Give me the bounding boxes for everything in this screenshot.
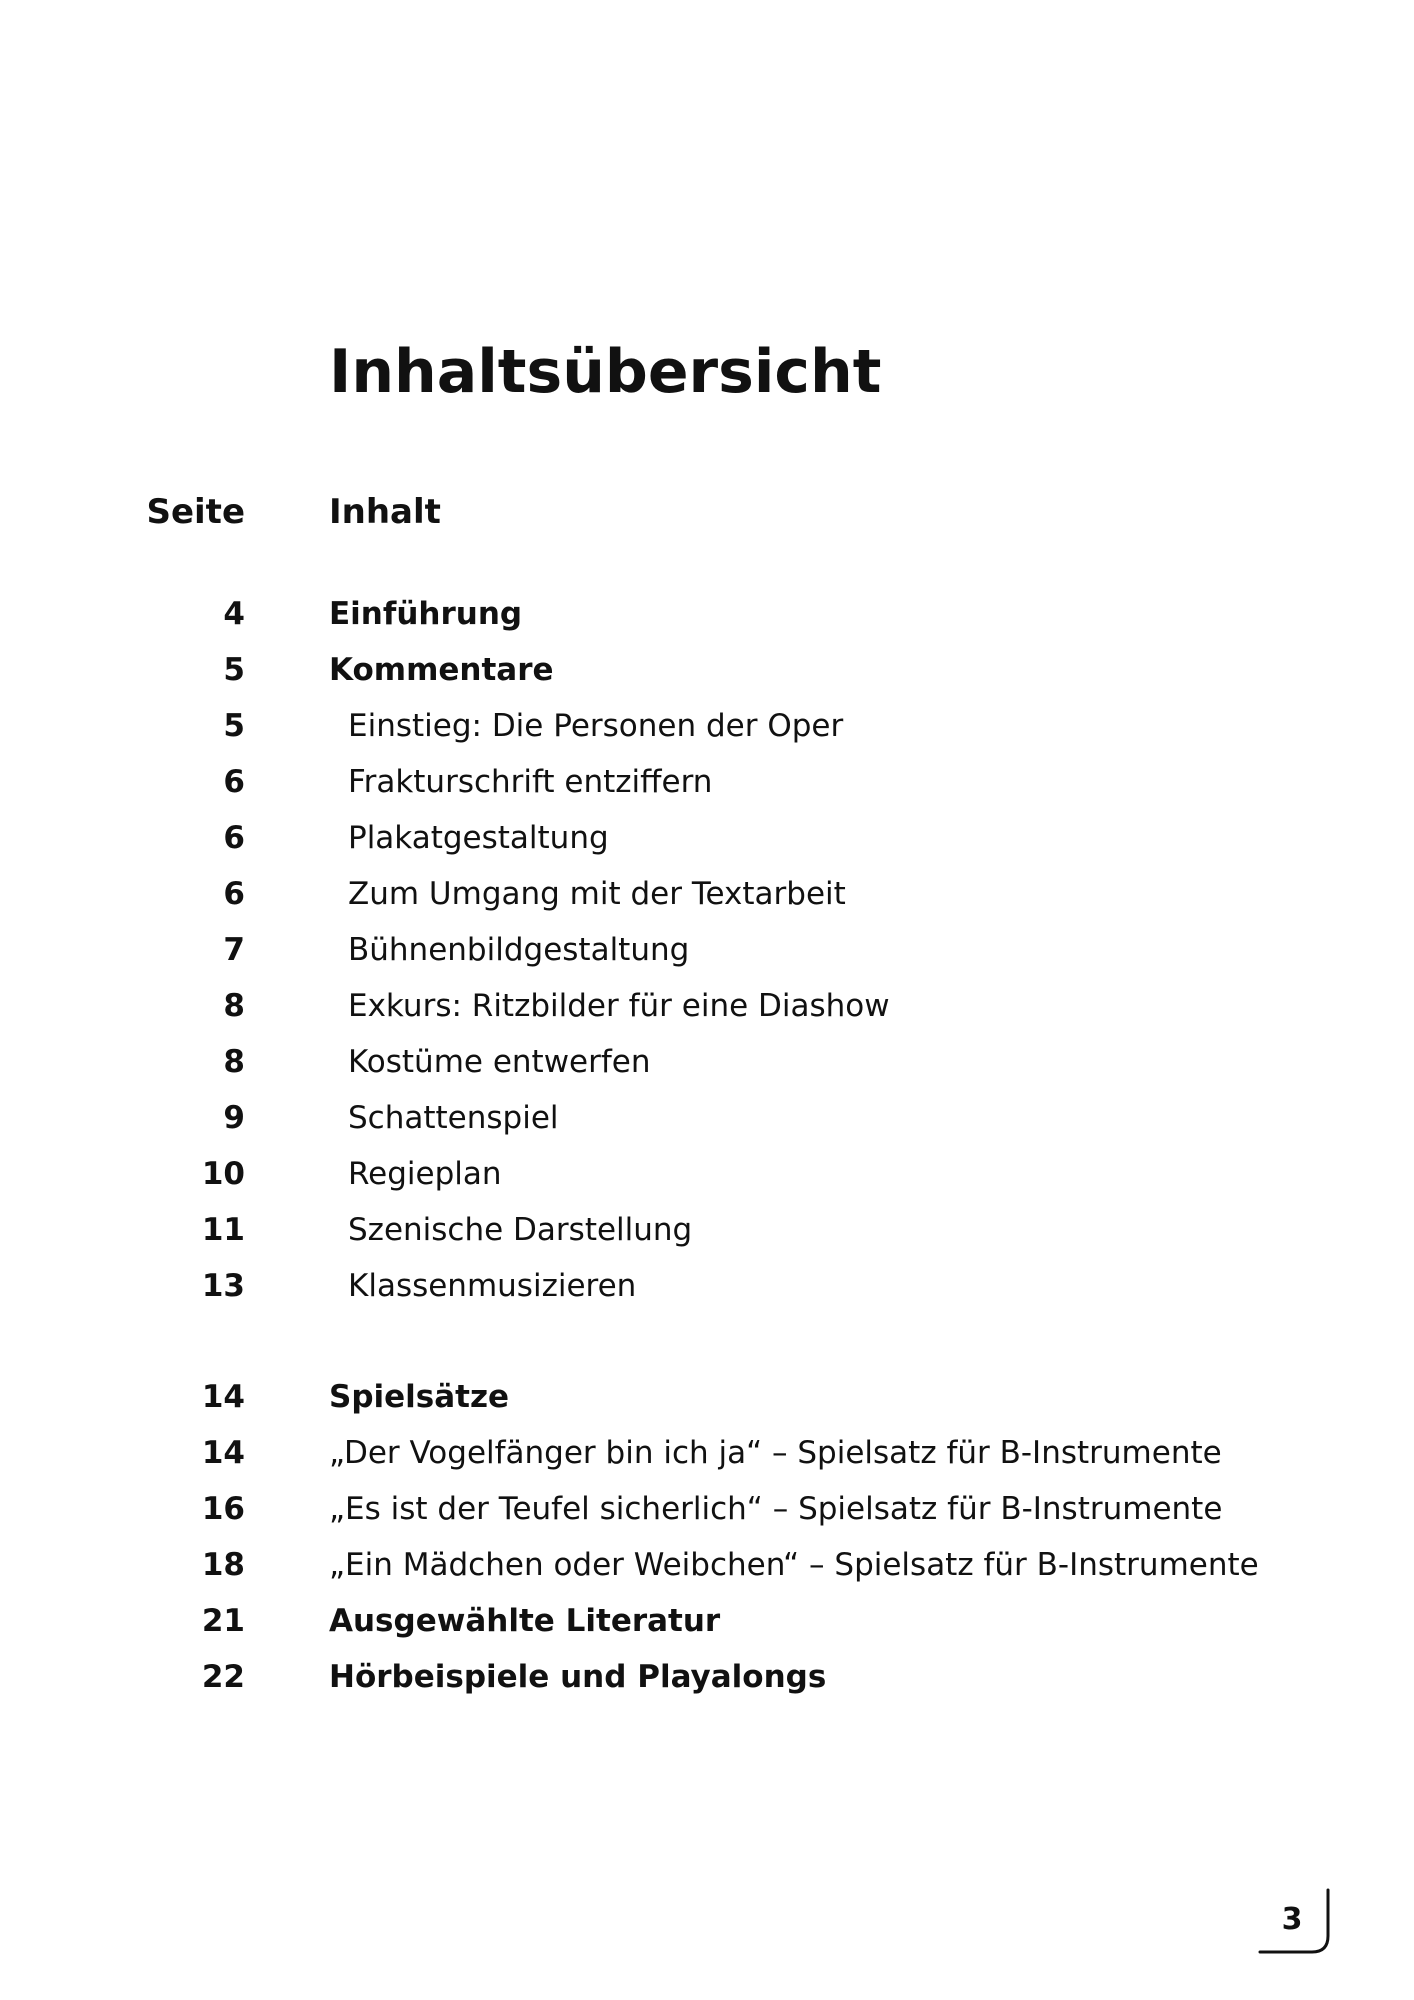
toc-entry	[0, 1096, 1300, 1140]
toc-entry	[0, 1599, 1300, 1643]
toc-entry	[0, 592, 1300, 636]
toc-page-number: 4	[223, 596, 245, 632]
toc-section-title: Einführung	[329, 596, 523, 632]
toc-subsection-title: Regieplan	[348, 1156, 502, 1192]
toc-subsection-title: Bühnenbildgestaltung	[348, 932, 690, 968]
toc-entry	[0, 1431, 1300, 1475]
toc-entry	[0, 872, 1300, 916]
toc-subsection-title: Exkurs: Ritzbilder für eine Diashow	[348, 988, 890, 1024]
toc-page-number: 6	[223, 876, 245, 912]
toc-page-number: 8	[223, 988, 245, 1024]
toc-page-number: 6	[223, 764, 245, 800]
toc-page-number: 16	[201, 1491, 245, 1527]
toc-subsection-title: Klassenmusizieren	[348, 1268, 637, 1304]
toc-entry	[0, 984, 1300, 1028]
toc-page-number: 11	[201, 1212, 245, 1248]
toc-entry	[0, 1655, 1300, 1699]
toc-page-number: 10	[201, 1156, 245, 1192]
toc-page-number: 22	[201, 1659, 245, 1695]
toc-entry	[0, 760, 1300, 804]
column-header-content: Inhalt	[329, 492, 441, 532]
toc-section-title: Hörbeispiele und Playalongs	[329, 1659, 827, 1695]
toc-section-title: Kommentare	[329, 652, 554, 688]
toc-page-number: 13	[201, 1268, 245, 1304]
toc-page-number: 6	[223, 820, 245, 856]
toc-page-number: 8	[223, 1044, 245, 1080]
toc-entry	[0, 648, 1300, 692]
toc-page-number: 21	[201, 1603, 245, 1639]
toc-entry	[0, 1040, 1300, 1084]
toc-page-number: 5	[223, 652, 245, 688]
toc-entry	[0, 1152, 1300, 1196]
toc-subsection-title: Zum Umgang mit der Textarbeit	[348, 876, 846, 912]
toc-page-number: 5	[223, 708, 245, 744]
toc-subsection-title: Frakturschrift entziffern	[348, 764, 713, 800]
toc-page-number: 9	[223, 1100, 245, 1136]
toc-item-title: „Es ist der Teufel sicherlich“ – Spielsatz für B-Instrumente	[329, 1491, 1223, 1527]
toc-subsection-title: Szenische Darstellung	[348, 1212, 693, 1248]
toc-item-title: „Der Vogelfänger bin ich ja“ – Spielsatz für B-Instrumente	[329, 1435, 1222, 1471]
toc-entry	[0, 928, 1300, 972]
toc-page-number: 18	[201, 1547, 245, 1583]
column-header-page: Seite	[146, 492, 245, 532]
toc-subsection-title: Kostüme entwerfen	[348, 1044, 651, 1080]
toc-entry	[0, 704, 1300, 748]
toc-page-number: 7	[223, 932, 245, 968]
toc-entry	[0, 1375, 1300, 1419]
toc-subsection-title: Schattenspiel	[348, 1100, 559, 1136]
page-number: 3	[1281, 1902, 1303, 1937]
toc-entry	[0, 816, 1300, 860]
toc-entry	[0, 1208, 1300, 1252]
page-title: Inhaltsübersicht	[329, 337, 882, 407]
toc-page-number: 14	[201, 1435, 245, 1471]
toc-entry	[0, 1264, 1300, 1308]
toc-section-title: Ausgewählte Literatur	[329, 1603, 721, 1639]
toc-item-title: „Ein Mädchen oder Weibchen“ – Spielsatz für B-Instrumente	[329, 1547, 1259, 1583]
page-number-badge	[1250, 1880, 1350, 1970]
toc-page-number: 14	[201, 1379, 245, 1415]
toc-entry	[0, 1487, 1300, 1531]
toc-subsection-title: Einstieg: Die Personen der Oper	[348, 708, 844, 744]
toc-entry	[0, 1543, 1300, 1587]
toc-subsection-title: Plakatgestaltung	[348, 820, 609, 856]
toc-section-title: Spielsätze	[329, 1379, 510, 1415]
